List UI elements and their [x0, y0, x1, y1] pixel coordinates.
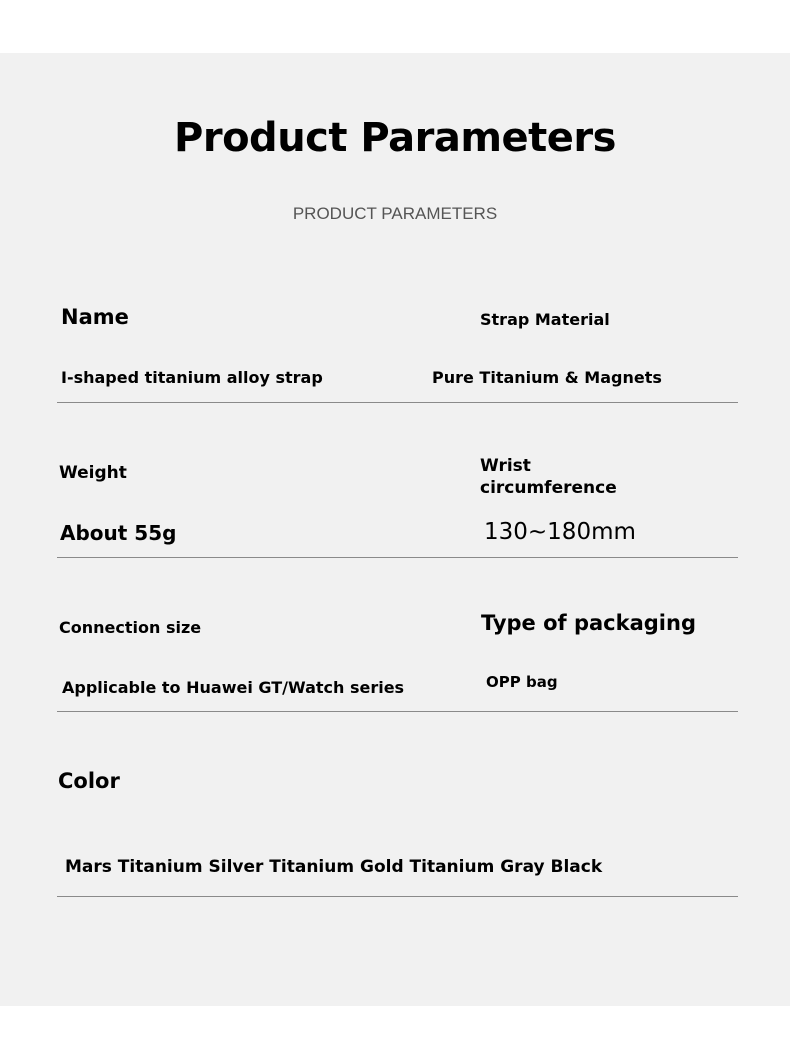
- color-label: Color: [58, 769, 120, 793]
- page-title: Product Parameters: [174, 115, 616, 161]
- weight-label: Weight: [59, 463, 127, 483]
- wrist-circumference-label: Wrist circumference: [480, 456, 617, 498]
- divider-1: [57, 402, 738, 403]
- connection-size-value: Applicable to Huawei GT/Watch series: [62, 678, 405, 697]
- strap-material-label: Strap Material: [480, 310, 610, 329]
- wrist-circumference-value: 130~180mm: [484, 519, 636, 545]
- parameters-panel: [0, 53, 790, 1006]
- divider-2: [57, 557, 738, 558]
- strap-material-value: Pure Titanium & Magnets: [432, 368, 662, 387]
- page-subtitle: PRODUCT PARAMETERS: [292, 204, 498, 223]
- name-value: I-shaped titanium alloy strap: [61, 368, 323, 387]
- divider-3: [57, 711, 738, 712]
- name-label: Name: [61, 305, 129, 329]
- color-value: Mars Titanium Silver Titanium Gold Titanium Gray Black: [65, 857, 603, 877]
- weight-value: About 55g: [60, 521, 177, 545]
- packaging-type-value: OPP bag: [486, 673, 558, 691]
- divider-4: [57, 896, 738, 897]
- connection-size-label: Connection size: [59, 618, 202, 637]
- packaging-type-label: Type of packaging: [481, 611, 696, 635]
